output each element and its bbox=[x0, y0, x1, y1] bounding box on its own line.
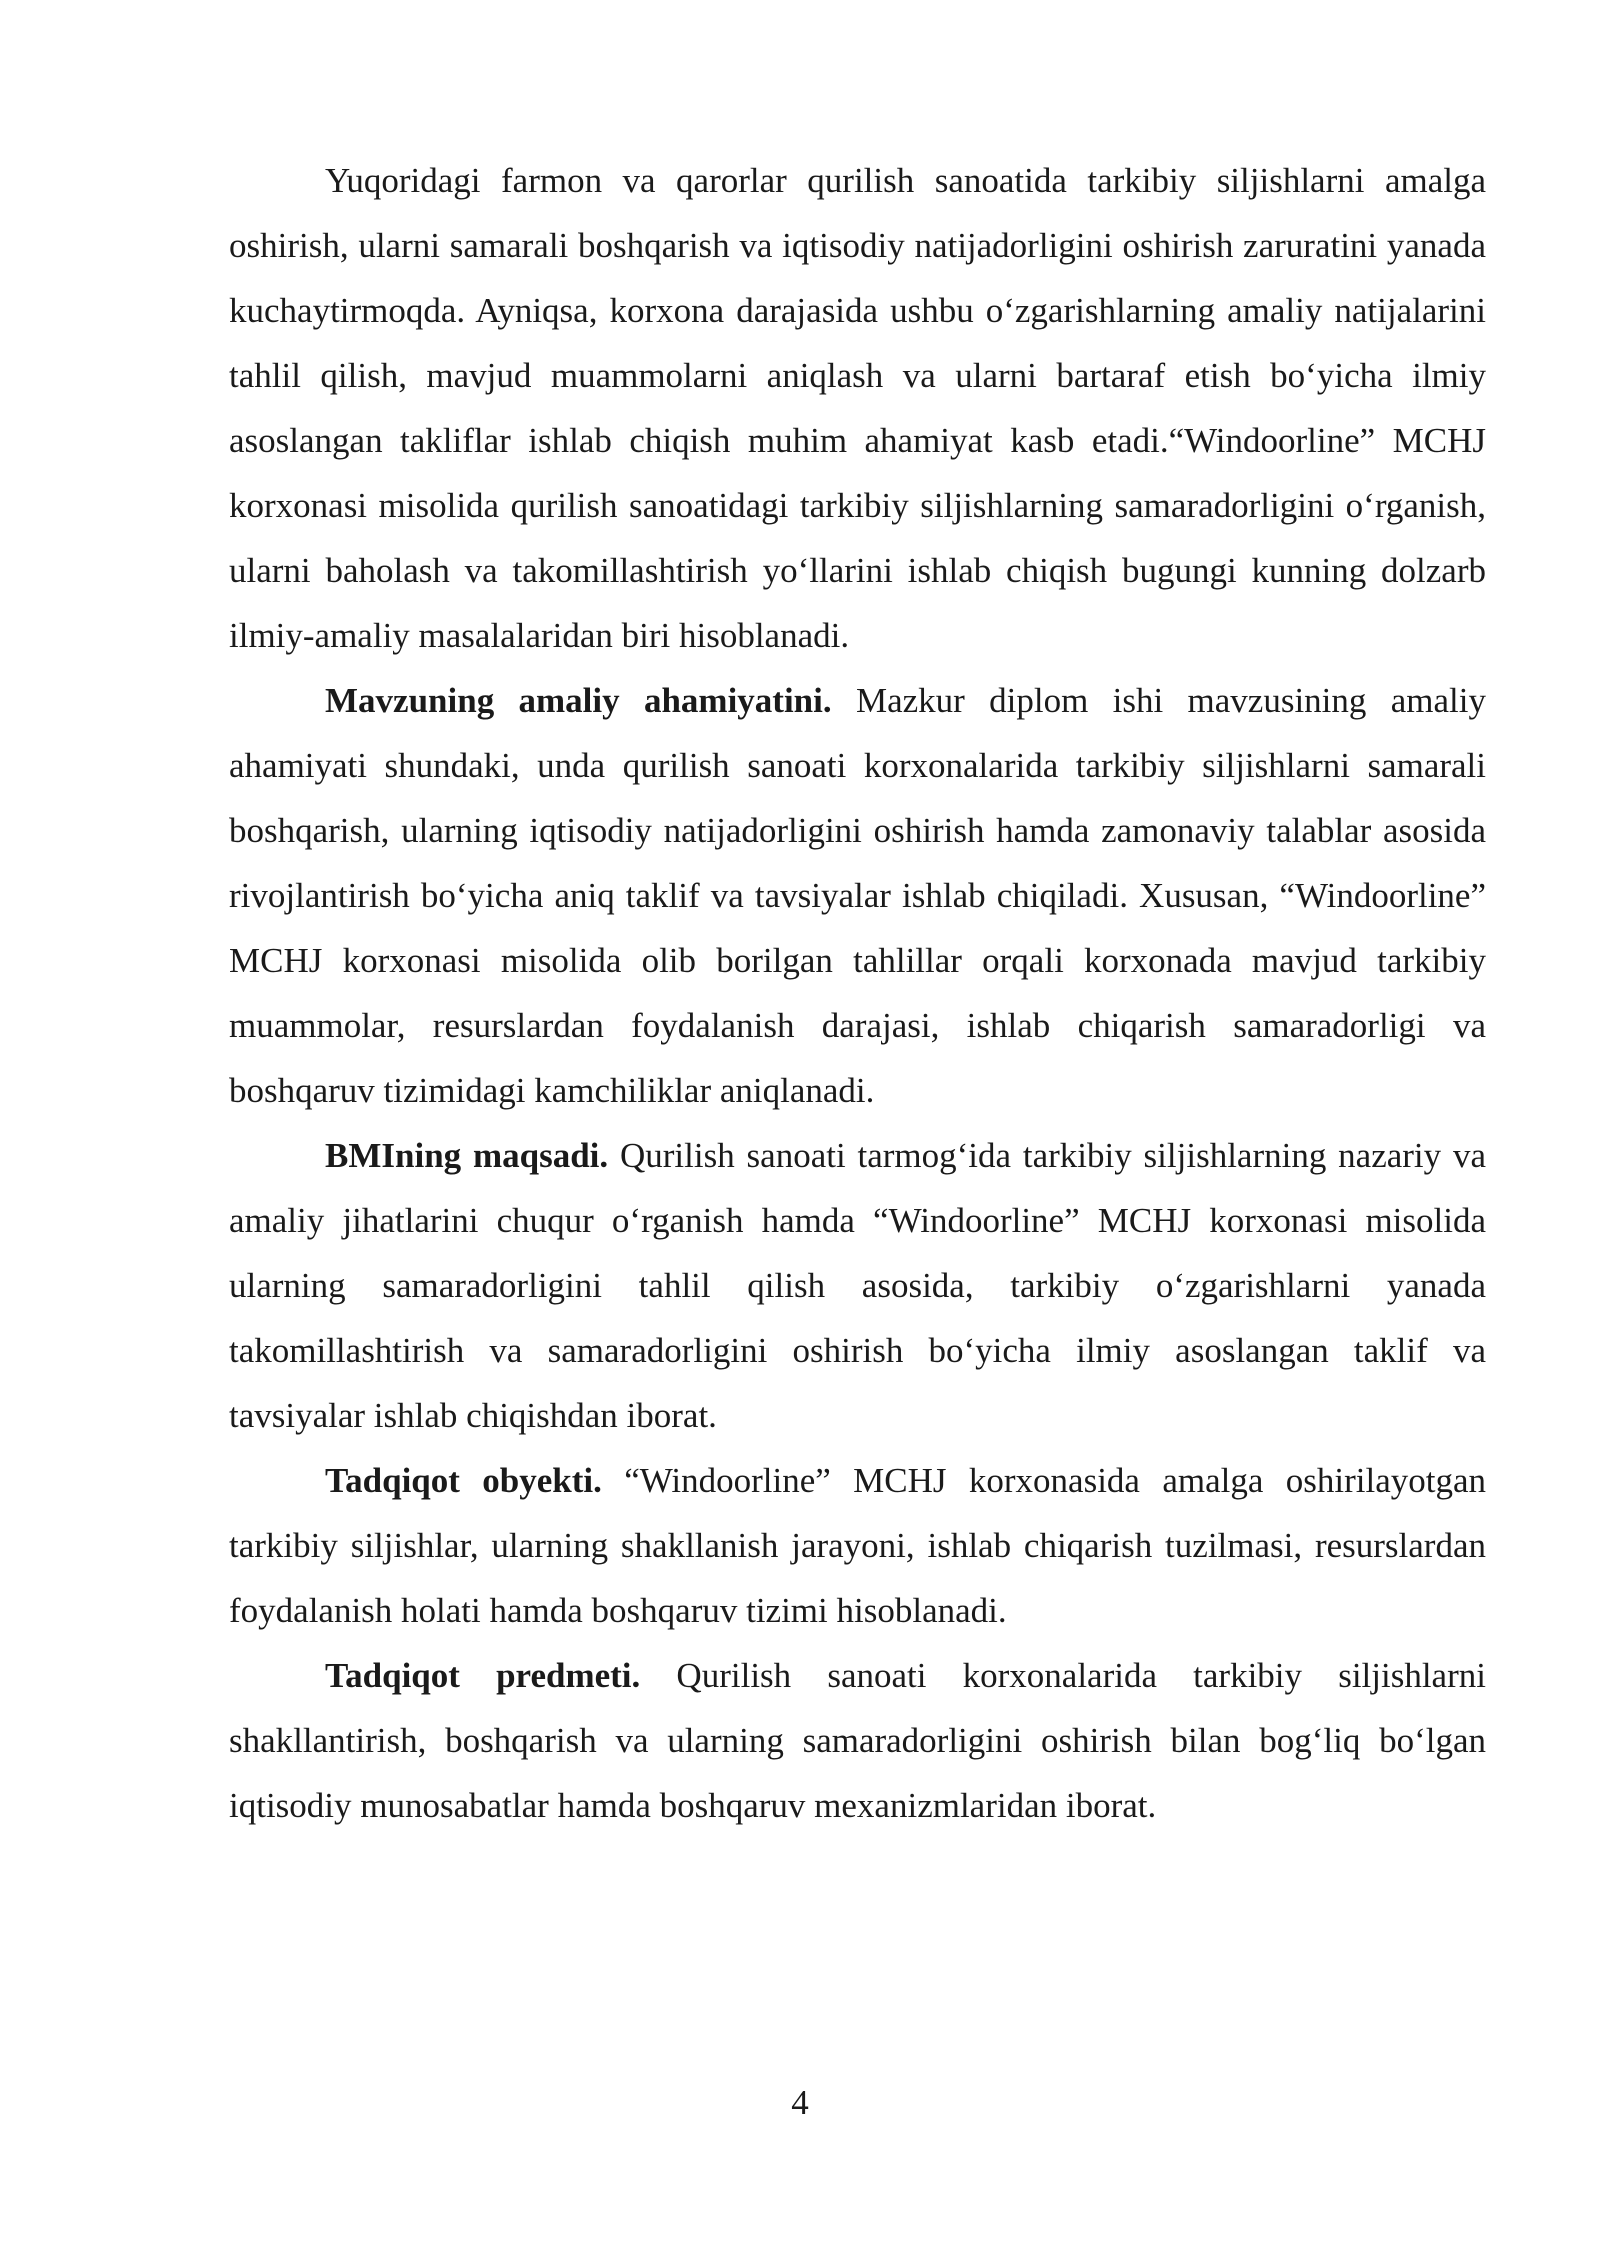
paragraph-text: “Windoorline” MCHJ korxonasida amalga oshirilayotgan tarkibiy siljishlar, ularning shakllanish jarayoni, ishlab chiqarish tuzilmasi, resurslardan foydalanish holati hamda boshqaruv tizimi hisoblanadi. bbox=[229, 1461, 1486, 1630]
paragraph-intro bbox=[229, 148, 1486, 668]
paragraph-heading: BMIning maqsadi. bbox=[325, 1136, 609, 1175]
paragraph-text: Yuqoridagi farmon va qarorlar qurilish sanoatida tarkibiy siljishlarni amalga oshirish, ularni samarali boshqarish va iqtisodiy natijadorligini oshirish zaruratini yanada kuchaytirmoqda. Ayniqsa, korxona darajasida ushbu o‘zgarishlarning amaliy natijalarini tahlil qilish, mavjud muammolarni aniqlash va ularni bartaraf etish bo‘yicha ilmiy asoslangan takliflar ishlab chiqish muhim ahamiyat kasb etadi.“Windoorline” MCHJ korxonasi misolida qurilish sanoatidagi tarkibiy siljishlarning samaradorligini o‘rganish, ularni baholash va takomillashtirish yo‘llarini ishlab chiqish bugungi kunning dolzarb ilmiy-amaliy masalalaridan biri hisoblanadi. bbox=[229, 161, 1486, 655]
paragraph-practical-importance bbox=[229, 668, 1486, 1123]
document-body bbox=[229, 148, 1486, 1838]
paragraph-research-object bbox=[229, 1448, 1486, 1643]
paragraph-heading: Mavzuning amaliy ahamiyatini. bbox=[325, 681, 832, 720]
paragraph-heading: Tadqiqot obyekti. bbox=[325, 1461, 602, 1500]
paragraph-text: Qurilish sanoati tarmog‘ida tarkibiy siljishlarning nazariy va amaliy jihatlarini chuqur o‘rganish hamda “Windoorline” MCHJ korxonasi misolida ularning samaradorligini tahlil qilish asosida, tarkibiy o‘zgarishlarni yanada takomillashtirish va samaradorligini oshirish bo‘yicha ilmiy asoslangan taklif va tavsiyalar ishlab chiqishdan iborat. bbox=[229, 1136, 1486, 1435]
paragraph-text: Mazkur diplom ishi mavzusining amaliy ahamiyati shundaki, unda qurilish sanoati korxonalarida tarkibiy siljishlarni samarali boshqarish, ularning iqtisodiy natijadorligini oshirish hamda zamonaviy talablar asosida rivojlantirish bo‘yicha aniq taklif va tavsiyalar ishlab chiqiladi. Xususan, “Windoorline” MCHJ korxonasi misolida olib borilgan tahlillar orqali korxonada mavjud tarkibiy muammolar, resurslardan foydalanish darajasi, ishlab chiqarish samaradorligi va boshqaruv tizimidagi kamchiliklar aniqlanadi. bbox=[229, 681, 1486, 1110]
page-number: 4 bbox=[791, 2083, 809, 2122]
paragraph-research-subject bbox=[229, 1643, 1486, 1838]
paragraph-text: Qurilish sanoati korxonalarida tarkibiy siljishlarni shakllantirish, boshqarish va ularning samaradorligini oshirish bilan bog‘liq bo‘lgan iqtisodiy munosabatlar hamda boshqaruv mexanizmlaridan iborat. bbox=[229, 1656, 1486, 1825]
paragraph-heading: Tadqiqot predmeti. bbox=[325, 1656, 641, 1695]
paragraph-goal bbox=[229, 1123, 1486, 1448]
